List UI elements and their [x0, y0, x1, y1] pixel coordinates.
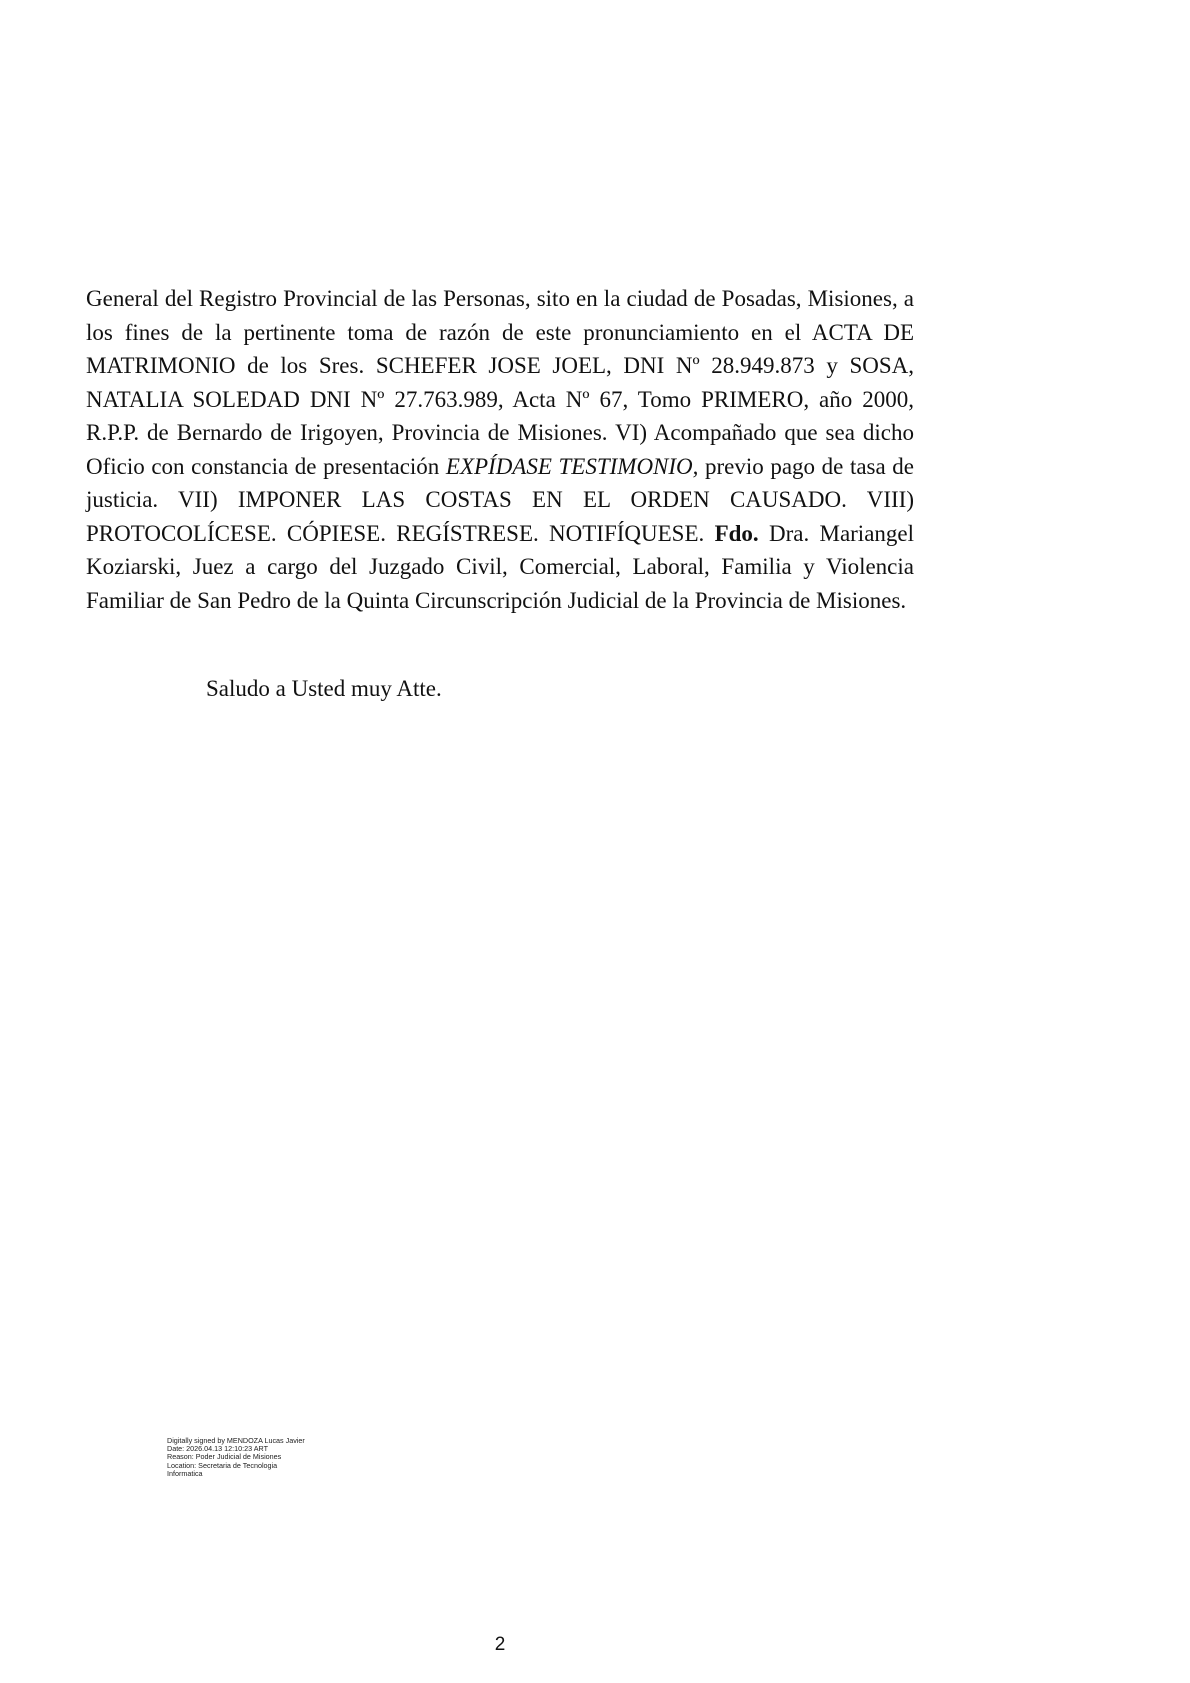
page-number: 2: [494, 1634, 506, 1655]
signature-line-4: Location: Secretaria de Tecnologia: [167, 1460, 278, 1470]
signature-line-3: Reason: Poder Judicial de Misiones: [167, 1452, 282, 1462]
body-text-part-1: General del Registro Provincial de las Personas, sito en la ciudad de Posadas, Misiones, a los fines de la pertinente toma de razón de este pronunciamiento en el ACTA DE MATRIMONIO de los Sres. SCHEFER JOSE JOEL, DNI Nº 28.949.873 y SOSA, NATALIA SOLEDAD DNI Nº 27.763.989, Acta Nº 67, Tomo PRIMERO, año 2000, R.P.P. de Bernardo de Irigoyen, Provincia de Misiones. VI) Acompañado que sea dicho Oficio con constancia de presentación: [86, 286, 914, 479]
signature-line-2: Date: 2026.04.13 12:10:23 ART: [167, 1444, 268, 1454]
signature-line-1: Digitally signed by MENDOZA Lucas Javier: [167, 1436, 305, 1445]
body-text-part-3: Dra. Mariangel Koziarski, Juez a cargo del Juzgado Civil, Comercial, Laboral, Familia y Violencia Familiar de San Pedro de la Quinta Circunscripción Judicial de la Provincia de Misiones.: [86, 520, 915, 613]
signature-line-5: Informatica: [167, 1468, 203, 1478]
body-text-bold: Fdo.: [714, 520, 759, 546]
body-text-italic: EXPÍDASE TESTIMONIO,: [445, 453, 699, 479]
body-paragraph: [86, 282, 914, 617]
body-text-part-2: previo pago de tasa de justicia. VII) IMPONER LAS COSTAS EN EL ORDEN CAUSADO. VIII) PROTOCOLÍCESE. CÓPIESE. REGÍSTRESE. NOTIFÍQUESE.: [86, 453, 914, 546]
digital-signature-block: [167, 1437, 387, 1478]
closing-line: Saludo a Usted muy Atte.: [206, 676, 442, 701]
